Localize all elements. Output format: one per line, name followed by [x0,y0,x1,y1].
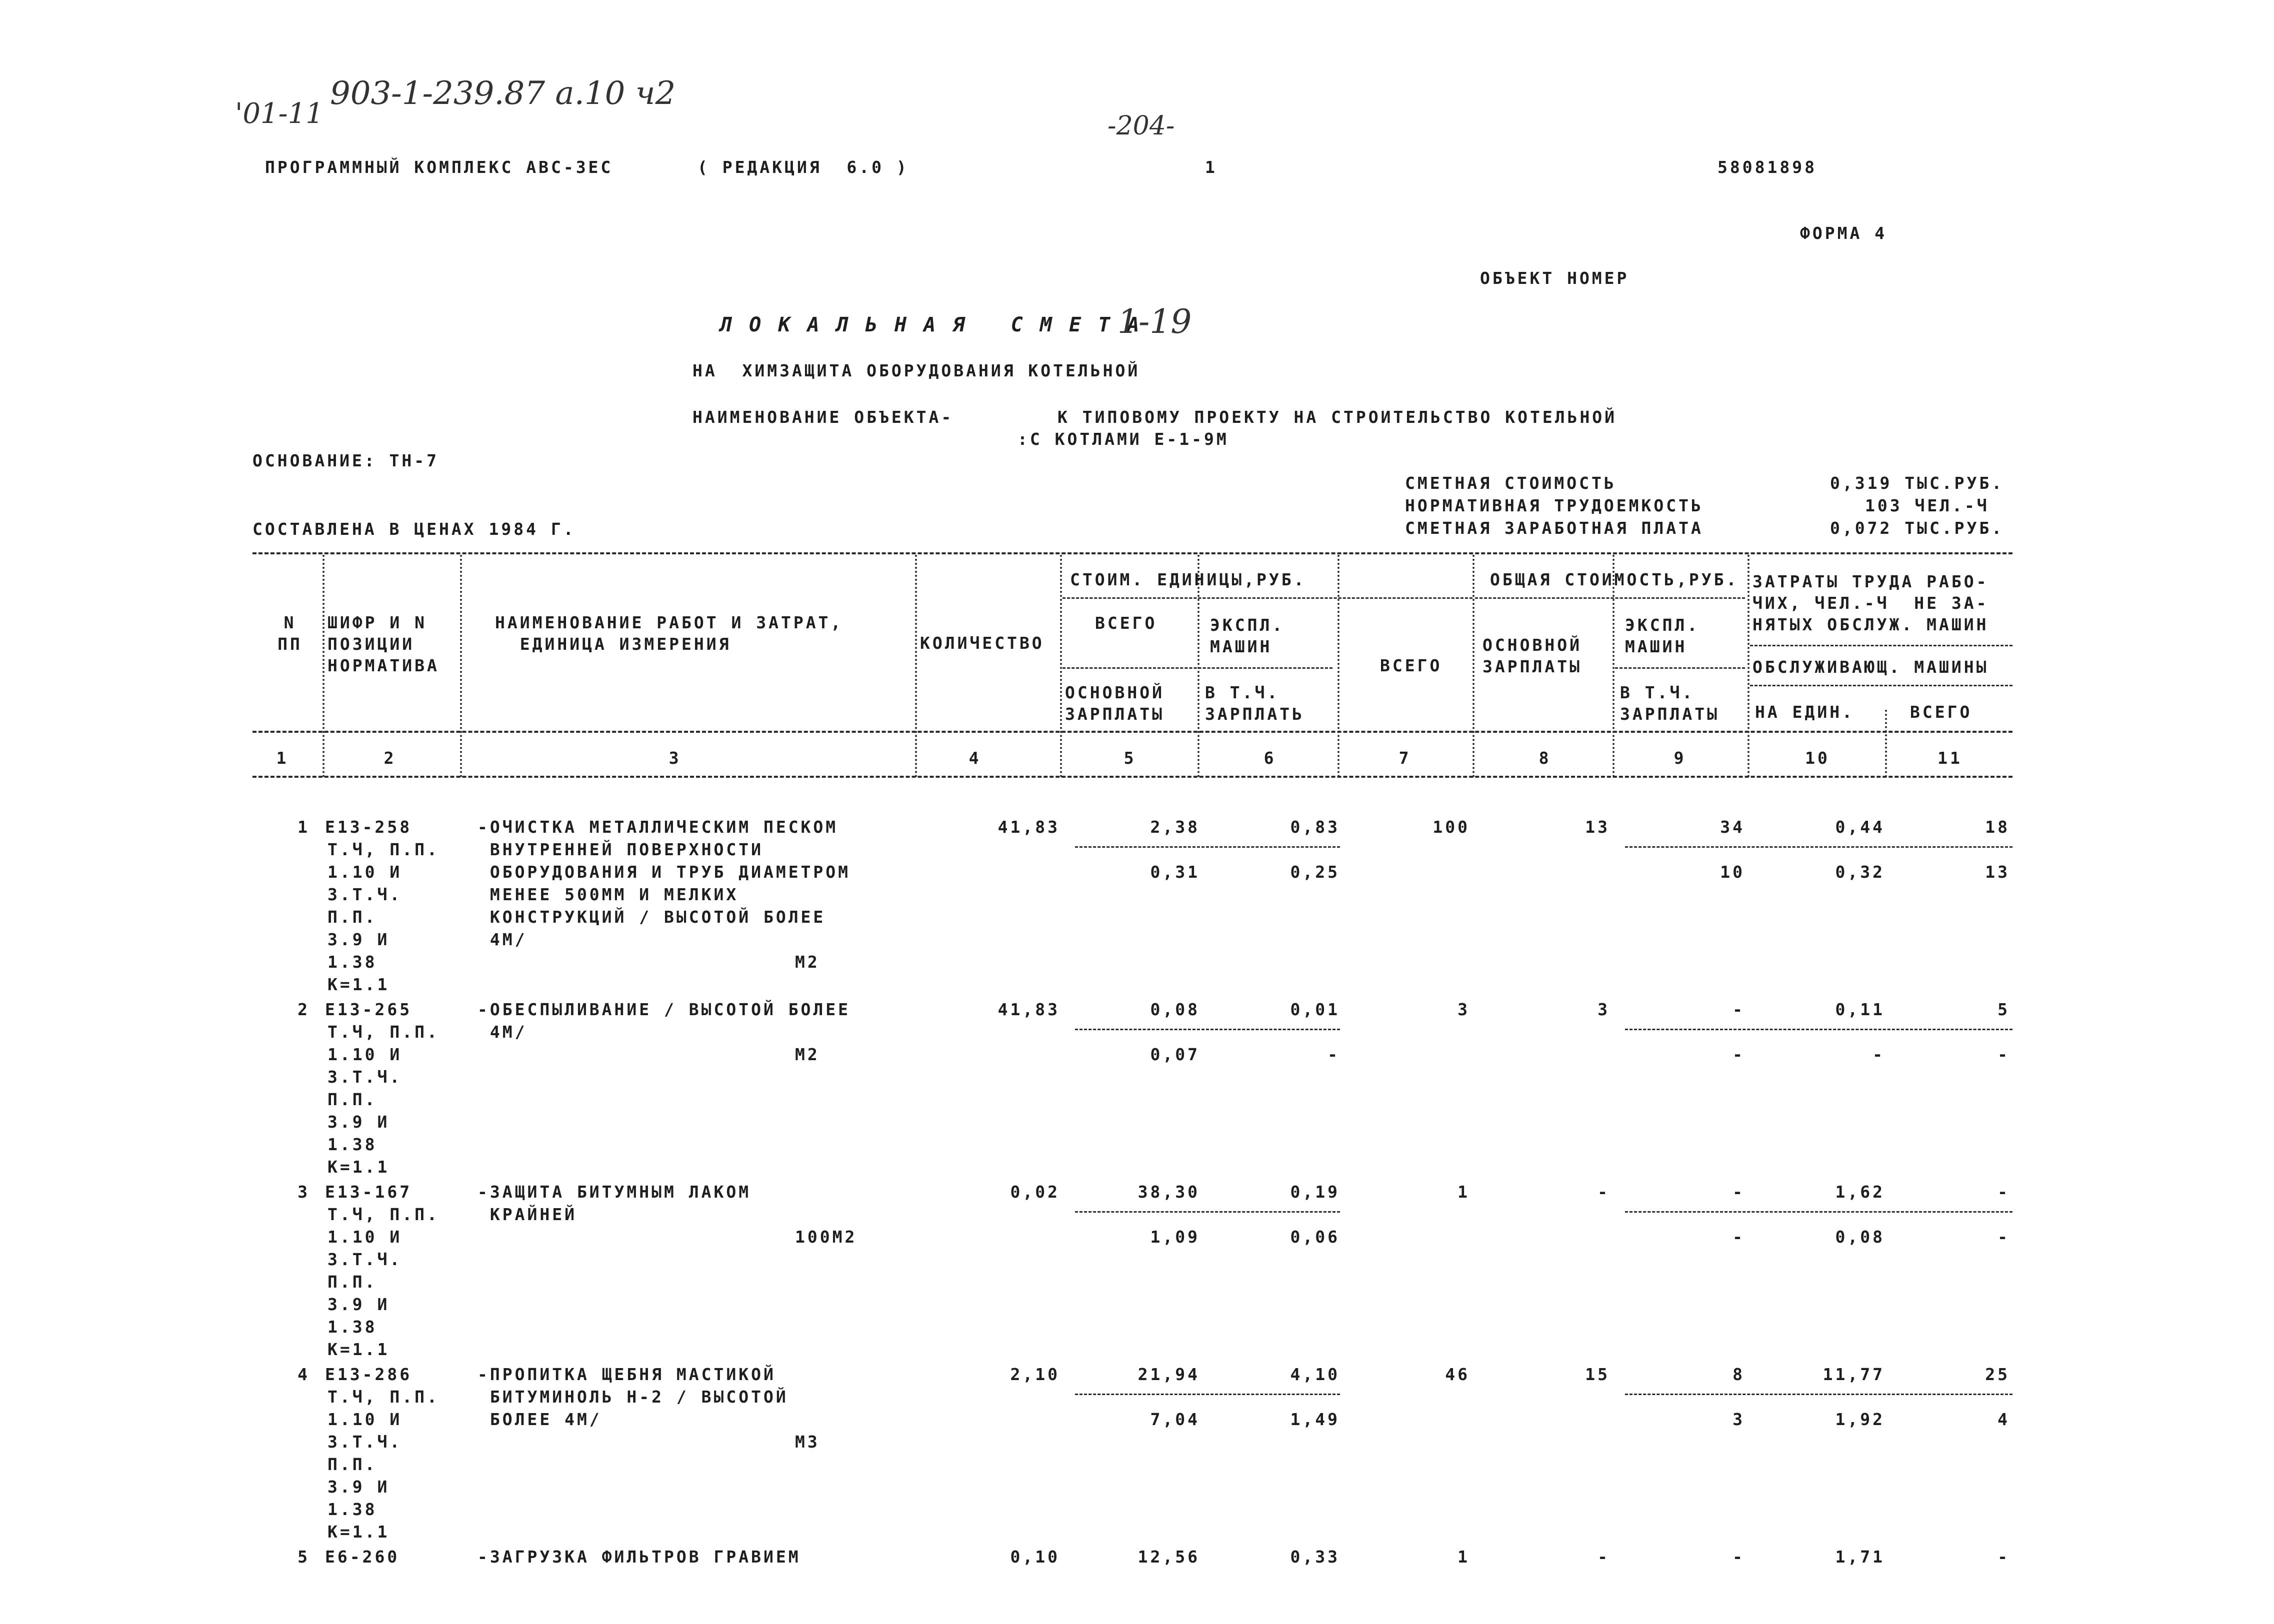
object-label: НАИМЕНОВАНИЕ ОБЪЕКТА- [692,407,954,427]
row-unit-machines: 0,01 [1290,1000,1340,1019]
row-code-line: 1.10 И [328,1045,402,1064]
row-sub-rule [1075,1394,1340,1395]
row-total-machines-wage: - [1732,1227,1745,1247]
col-divider-2 [460,555,462,777]
col-divider-9 [1748,555,1750,777]
row-labor-total: - [1998,1547,2010,1567]
smeta-title: Л О К А Л Ь Н А Я С М Е Т А [720,313,1142,336]
row-code-line: 3.Т.Ч. [328,1067,402,1087]
row-code: Е13-265 [325,1000,412,1019]
unit-cost-group-rule [1062,597,1472,599]
row-labor-per-unit: 0,11 [1835,1000,1885,1019]
row-number: 5 [298,1547,310,1567]
row-unit: М3 [795,1432,820,1452]
row-desc-line: 4М/ [478,1022,528,1042]
th-description: НАИМЕНОВАНИЕ РАБОТ И ЗАТРАТ, ЕДИНИЦА ИЗМЕРЕНИЯ [495,613,844,654]
col-number-2: 2 [384,748,396,768]
row-total-wage: - [1598,1547,1610,1567]
wage-value: 0,072 ТЫС.РУБ. [1830,518,2004,538]
row-code-line: К=1.1 [328,1157,390,1177]
row-code-line: 3.9 И [328,930,390,949]
row-unit-machines-wage: - [1328,1045,1340,1064]
row-sub-rule [1075,1211,1340,1213]
col-number-7: 7 [1398,748,1412,768]
row-code-line: 3.9 И [328,1477,390,1497]
row-number: 2 [298,1000,310,1019]
row-code-line: 3.Т.Ч. [328,1250,402,1269]
row-desc-line: ОБОРУДОВАНИЯ И ТРУБ ДИАМЕТРОМ [478,862,851,882]
row-total: 1 [1458,1182,1470,1202]
row-desc-line: 4М/ [478,930,528,949]
row-unit-total: 21,94 [1138,1365,1200,1384]
th-unit-machines: ЭКСПЛ. МАШИН [1210,615,1285,656]
row-sub-rule [1625,1211,2012,1213]
row-number: 3 [298,1182,310,1202]
row-code-line: 1.38 [328,1317,378,1337]
cost-label: СМЕТНАЯ СТОИМОСТЬ [1405,473,1616,493]
software-name: ПРОГРАММНЫЙ КОМПЛЕКС АВС-3ЕС [265,157,614,177]
form-label: ФОРМА 4 [1800,223,1888,243]
col-divider-3 [915,555,917,777]
th-labor-group: ЗАТРАТЫ ТРУДА РАБО- ЧИХ, ЧЕЛ.-Ч НЕ ЗА- НЯТЫХ ОБСЛУЖ. МАШИН [1752,572,1989,634]
row-code-line: 3.9 И [328,1295,390,1314]
row-number: 1 [298,817,310,837]
row-desc-line: КОНСТРУКЦИЙ / ВЫСОТОЙ БОЛЕЕ [478,907,826,927]
row-total-wage: 3 [1598,1000,1610,1019]
smeta-subject: НА ХИМЗАЩИТА ОБОРУДОВАНИЯ КОТЕЛЬНОЙ [692,361,1140,380]
row-labor-per-unit: 0,44 [1835,817,1885,837]
row-code-line: 3.Т.Ч. [328,1432,402,1452]
row-unit-total: 38,30 [1138,1182,1200,1202]
th-quantity: КОЛИЧЕСТВО [920,633,1044,653]
row-unit-machines: 4,10 [1290,1365,1340,1384]
th-total-cost-group: ОБЩАЯ СТОИМОСТЬ,РУБ. [1490,570,1739,589]
col-number-6: 6 [1264,748,1276,768]
row-quantity: 0,10 [1010,1547,1060,1567]
row-quantity: 41,83 [998,817,1060,837]
row-unit-wage: 0,07 [1150,1045,1200,1064]
row-description: -ЗАГРУЗКА ФИЛЬТРОВ ГРАВИЕМ [478,1547,801,1567]
row-labor-per-unit: 1,71 [1835,1547,1885,1567]
col-number-4: 4 [968,748,982,768]
row-sub-rule [1075,1029,1340,1030]
row-code: Е6-260 [325,1547,400,1567]
row-code-line: П.П. [328,1455,378,1474]
sheet-number: 1 [1205,157,1218,177]
row-unit-total: 0,08 [1150,1000,1200,1019]
row-quantity: 0,02 [1010,1182,1060,1202]
th-row-number: N ПП [278,613,302,654]
document-code: 58081898 [1718,157,1817,177]
labor-label: НОРМАТИВНАЯ ТРУДОЕМКОСТЬ [1405,496,1704,515]
row-labor-total-2: 4 [1998,1410,2010,1429]
wage-label: СМЕТНАЯ ЗАРАБОТНАЯ ПЛАТА [1405,518,1704,538]
total-cost-group-rule [1475,597,1745,599]
row-total-machines: - [1732,1000,1745,1019]
th-unit-total: ВСЕГО [1095,613,1158,633]
row-labor-total-2: 13 [1985,862,2010,882]
row-code-line: Т.Ч, П.П. [328,1205,440,1224]
row-unit-machines: 0,83 [1290,817,1340,837]
row-desc-line: КРАЙНЕЙ [478,1205,577,1224]
table-top-rule [252,552,2012,554]
col-number-11: 11 [1938,748,1962,768]
row-code-line: 3.9 И [328,1112,390,1132]
cost-value: 0,319 ТЫС.РУБ. [1830,473,2004,493]
row-total-machines-wage: - [1732,1045,1745,1064]
col-number-9: 9 [1674,748,1686,768]
row-code-line: 1.10 И [328,1410,402,1429]
row-code-line: Т.Ч, П.П. [328,1387,440,1407]
labor-value: 103 ЧЕЛ.-Ч [1865,496,1990,515]
row-unit-wage: 1,09 [1150,1227,1200,1247]
handwritten-smeta-number: 1-19 [1118,302,1192,341]
handwritten-page-number: -204- [1108,111,1175,141]
total-machines-sub-rule [1615,667,1745,669]
row-total-machines-wage: 3 [1732,1410,1745,1429]
th-code: ШИФР И N ПОЗИЦИИ НОРМАТИВА [328,613,440,675]
row-code-line: 1.10 И [328,1227,402,1247]
labor-sub-rule [1750,685,2012,686]
price-level: СОСТАВЛЕНА В ЦЕНАХ 1984 Г. [252,519,576,539]
row-desc-line: МЕНЕЕ 500ММ И МЕЛКИХ [478,885,739,904]
row-labor-per-unit-2: 0,08 [1835,1227,1885,1247]
row-labor-total: 18 [1985,817,2010,837]
row-unit-machines-wage: 0,25 [1290,862,1340,882]
row-desc-line: БИТУМИНОЛЬ Н-2 / ВЫСОТОЙ [478,1387,788,1407]
row-code-line: 1.10 И [328,862,402,882]
row-unit: 100М2 [795,1227,858,1247]
row-sub-rule [1625,1029,2012,1030]
row-code-line: К=1.1 [328,1522,390,1542]
handwritten-doc-code: 903-1-239.87 а.10 ч2 [330,75,676,112]
row-total: 100 [1432,817,1470,837]
row-total: 1 [1458,1547,1470,1567]
row-total-machines: 34 [1720,817,1745,837]
basis-label: ОСНОВАНИЕ: ТН-7 [252,451,440,470]
row-total: 46 [1445,1365,1470,1384]
row-desc-line: -ОБЕСПЫЛИВАНИЕ / ВЫСОТОЙ БОЛЕЕ [478,1000,851,1019]
row-labor-total-2: - [1998,1045,2010,1064]
row-unit-machines: 0,33 [1290,1547,1340,1567]
row-code-line: 3.Т.Ч. [328,885,402,904]
col-divider-4 [1060,555,1062,777]
row-total-machines: - [1732,1547,1745,1567]
th-unit-machines-wage: В Т.Ч. ЗАРПЛАТЬ [1205,683,1304,724]
row-total-wage: 15 [1585,1365,1610,1384]
row-labor-total: 25 [1985,1365,2010,1384]
row-code: Е13-258 [325,817,412,837]
row-labor-per-unit-2: 0,32 [1835,862,1885,882]
edition: ( РЕДАКЦИЯ 6.0 ) [698,157,909,177]
row-sub-rule [1075,846,1340,848]
row-code: Е13-167 [325,1182,412,1202]
row-unit-machines: 0,19 [1290,1182,1340,1202]
th-unit-wage: ОСНОВНОЙ ЗАРПЛАТЫ [1065,683,1164,724]
th-labor-total: ВСЕГО [1910,702,1972,722]
row-labor-per-unit: 11,77 [1822,1365,1885,1384]
row-code-line: 1.38 [328,1500,378,1519]
col-divider-1 [322,555,324,777]
col-divider-10 [1885,710,1887,777]
row-number: 4 [298,1365,310,1384]
row-code-line: Т.Ч, П.П. [328,1022,440,1042]
row-total-wage: 13 [1585,817,1610,837]
row-total-wage: - [1598,1182,1610,1202]
row-code-line: Т.Ч, П.П. [328,840,440,859]
row-unit-machines-wage: 0,06 [1290,1227,1340,1247]
row-unit: М2 [795,952,820,972]
row-quantity: 41,83 [998,1000,1060,1019]
col-divider-6 [1338,555,1340,777]
row-code-line: К=1.1 [328,1340,390,1359]
row-unit-machines-wage: 1,49 [1290,1410,1340,1429]
row-desc-line: -ПРОПИТКА ЩЕБНЯ МАСТИКОЙ [478,1365,776,1384]
unit-cost-sub-rule [1062,667,1332,669]
row-total-machines: 8 [1732,1365,1745,1384]
row-unit-wage: 7,04 [1150,1410,1200,1429]
row-code-line: П.П. [328,907,378,927]
th-total-machines-wage: В Т.Ч. ЗАРПЛАТЫ [1620,683,1720,724]
col-divider-7 [1472,555,1474,777]
object-number-label: ОБЪЕКТ НОМЕР [1480,268,1630,288]
col-number-8: 8 [1538,748,1552,768]
row-sub-rule [1625,1394,2012,1395]
th-unit-cost-group: СТОИМ. ЕДИНИЦЫ,РУБ. [1070,570,1306,589]
object-name-line2: :С КОТЛАМИ Е-1-9М [1018,429,1229,449]
object-name-line1: К ТИПОВОМУ ПРОЕКТУ НА СТРОИТЕЛЬСТВО КОТЕЛЬНОЙ [1058,407,1618,427]
col-number-5: 5 [1124,748,1136,768]
row-code-line: 1.38 [328,952,378,972]
row-total-machines-wage: 10 [1720,862,1745,882]
row-code: Е13-286 [325,1365,412,1384]
row-labor-total: - [1998,1182,2010,1202]
row-code-line: 1.38 [328,1135,378,1154]
col-number-3: 3 [668,748,682,768]
th-labor-per-unit: НА ЕДИН. [1755,702,1854,722]
row-unit-total: 12,56 [1138,1547,1200,1567]
row-code-line: П.П. [328,1090,378,1109]
th-total-machines: ЭКСПЛ. МАШИН [1625,615,1700,656]
row-unit-wage: 0,31 [1150,862,1200,882]
row-desc-line: -ЗАЩИТА БИТУМНЫМ ЛАКОМ [478,1182,752,1202]
handwritten-doc-mark: '01-11 [235,97,324,130]
row-quantity: 2,10 [1010,1365,1060,1384]
row-labor-total-2: - [1998,1227,2010,1247]
row-labor-per-unit-2: 1,92 [1835,1410,1885,1429]
row-code-line: П.П. [328,1272,378,1292]
row-labor-per-unit-2: - [1872,1045,1885,1064]
row-total-machines: - [1732,1182,1745,1202]
row-total: 3 [1458,1000,1470,1019]
row-labor-per-unit: 1,62 [1835,1182,1885,1202]
col-number-10: 10 [1805,748,1830,768]
row-sub-rule [1625,846,2012,848]
row-desc-line: ВНУТРЕННЕЙ ПОВЕРХНОСТИ [478,840,764,859]
row-labor-total: 5 [1998,1000,2010,1019]
row-unit: М2 [795,1045,820,1064]
col-number-1: 1 [276,748,289,768]
row-desc-line: БОЛЕЕ 4М/ [478,1410,602,1429]
labor-group-rule [1750,645,2012,646]
th-labor-sub: ОБСЛУЖИВАЮЩ. МАШИНЫ [1752,657,1989,677]
th-total-wage: ОСНОВНОЙ ЗАРПЛАТЫ [1482,635,1582,676]
row-desc-line: -ОЧИСТКА МЕТАЛЛИЧЕСКИМ ПЕСКОМ [478,817,838,837]
th-total-all: ВСЕГО [1380,656,1442,675]
row-code-line: К=1.1 [328,975,390,994]
row-unit-total: 2,38 [1150,817,1200,837]
